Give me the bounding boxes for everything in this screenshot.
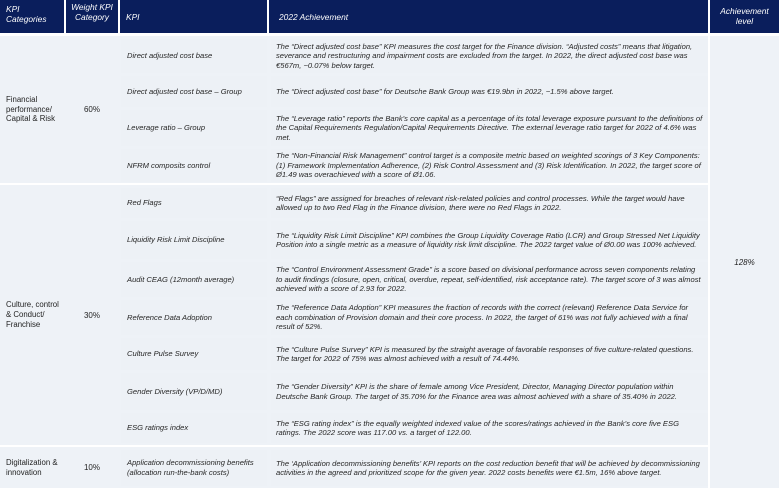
achievement-text: The “Control Environment Assessment Grade” is a score based on divisional performance across seven components relating to audit findings (closure, open, critical, overdue, repeat, self-identified, risk acceptance rate). The target score of 3 was almost achieved with a score of 2.93 for 2022. xyxy=(276,265,701,294)
header-kpi-label: KPI xyxy=(126,12,140,22)
kpi-label: Liquidity Risk Limit Discipline xyxy=(127,235,225,245)
achievement-text: The “Reference Data Adoption” KPI measures the fraction of records with the correct (relevant) Reference Data Service for each combination of Provision domain and their core process. In 2022, the target of 61% was not fully achieved with a final result of 52%. xyxy=(276,303,689,332)
kpi-label: Gender Diversity (VP/D/MD) xyxy=(127,386,223,396)
header-weight-label: Weight KPI Category xyxy=(71,2,113,22)
weight-financial xyxy=(66,36,118,183)
kpi-label: Application decommissioning benefits (allocation run-the-bank costs) xyxy=(127,458,254,477)
kpi-label: ESG ratings index xyxy=(127,423,189,433)
header-kpi-categories-label: KPI Categories xyxy=(6,4,47,24)
achievement-text: The “Culture Pulse Survey” KPI is measured by the straight average of favorable responses of five culture-related questions. The target for 2022 of 75% was almost achieved with a result of 74.44%. xyxy=(276,344,694,363)
header-achievement xyxy=(269,0,708,33)
header-achievement-level xyxy=(710,0,779,33)
achievement-cell xyxy=(271,450,708,486)
achievement-cell xyxy=(271,373,708,410)
achievement-text: The “Leverage ratio” reports the Bank’s core capital as a percentage of its total leverage exposure pursuant to the definitions of the Capital Requirements Regulation/Capital Requirements Directive. The external leverage ratio target for 2022 of 4.6% was met. xyxy=(276,113,703,142)
kpi-cell xyxy=(121,221,267,259)
achievement-cell xyxy=(271,221,708,259)
achievement-cell xyxy=(271,149,708,182)
kpi-cell xyxy=(121,76,267,107)
kpi-cell xyxy=(121,300,267,335)
kpi-cell xyxy=(121,149,267,182)
kpi-label: Audit CEAG (12month average) xyxy=(127,274,235,284)
achievement-cell xyxy=(271,76,708,107)
weight-digital-value: 10% xyxy=(83,463,100,472)
kpi-cell xyxy=(121,373,267,410)
achievement-text: The “Non-Financial Risk Management” control target is a composite metric based on weighted scorings of 3 Key Components: (1) Framework Implementation Adherence, (2) Risk Control Assessment and (3) Risk Identification. In 2022, the target score of Ø1.49 was overachieved with a score of Ø1.06. xyxy=(276,151,701,180)
kpi-cell xyxy=(121,450,267,486)
category-digital-label: Digitalization & innovation xyxy=(6,457,58,477)
achievement-cell xyxy=(271,262,708,297)
header-achievement-level-label: Achievement level xyxy=(720,6,769,26)
kpi-cell xyxy=(121,39,267,73)
kpi-label: Reference Data Adoption xyxy=(127,312,212,322)
kpi-label: Culture Pulse Survey xyxy=(127,349,199,359)
category-culture-label: Culture, control & Conduct/ Franchise xyxy=(6,300,59,329)
kpi-cell xyxy=(121,188,267,218)
kpi-cell xyxy=(121,262,267,297)
achievement-cell xyxy=(271,338,708,370)
achievement-text: The “Liquidity Risk Limit Discipline” KPI combines the Group Liquidity Coverage Ratio (LCR) and Group Stressed Net Liquidity Position into a single metric as a measure of liquidity risk limit discipline. The 2022 target value of Ø0.00 was 100% achieved. xyxy=(276,230,700,249)
kpi-label: NFRM composits control xyxy=(127,160,211,170)
achievement-text: The “ESG rating index” is the equally weighted indexed value of the scores/ratings achieved in the Bank’s core five ESG ratings. The 2022 score was 117.00 vs. a target of 122.00. xyxy=(276,418,679,437)
achievement-text: The “Direct adjusted cost base” KPI measures the cost target for the Finance division. “Adjusted costs” means that litigation, severance and restructuring and impairment costs are excluded from the target. In 2022, the direct adjusted cost base was €567m, ~0.07% below target. xyxy=(276,41,693,70)
header-weight xyxy=(66,0,118,33)
achievement-cell xyxy=(271,188,708,218)
kpi-cell xyxy=(121,338,267,370)
kpi-label: Direct adjusted cost base xyxy=(127,51,213,61)
achievement-text: The ‘Application decommissioning benefits’ KPI reports on the cost reduction benefit that will be achieved by decommissioning activities in the agreed and prioritized scope for the given year. 2022 costs benefits were €1.5m, 16% above target. xyxy=(276,458,700,477)
category-digital xyxy=(0,447,64,488)
header-kpi xyxy=(120,0,267,33)
category-financial xyxy=(0,36,64,183)
achievement-cell xyxy=(271,300,708,335)
category-financial-label: Financial performance/ Capital & Risk xyxy=(6,94,55,124)
achievement-level xyxy=(710,36,779,488)
category-culture xyxy=(0,185,64,445)
achievement-cell xyxy=(271,110,708,146)
header-kpi-categories xyxy=(0,0,64,33)
achievement-text: The “Direct adjusted cost base” for Deutsche Bank Group was €19.9bn in 2022, ~1.5% above target. xyxy=(276,86,614,96)
weight-digital xyxy=(66,447,118,488)
weight-culture xyxy=(66,185,118,445)
weight-financial-value: 60% xyxy=(83,105,100,114)
kpi-cell xyxy=(121,413,267,443)
achievement-level-value: 128% xyxy=(734,257,755,267)
weight-culture-value: 30% xyxy=(83,310,100,320)
kpi-label: Direct adjusted cost base – Group xyxy=(127,86,242,96)
achievement-text: The “Gender Diversity” KPI is the share of female among Vice President, Director, Managing Director population within Deutsche Bank Group. The target of 35.70% for the Finance area was almost achieved with a share of 35.40% in 2022. xyxy=(276,382,678,401)
achievement-text: “Red Flags” are assigned for breaches of relevant risk-related policies and control processes. While the target would have allowed up to two Red Flag in the Finance division, there were no Red Flags in 2022. xyxy=(276,193,685,212)
achievement-cell xyxy=(271,413,708,443)
kpi-label: Leverage ratio – Group xyxy=(127,123,206,133)
achievement-cell xyxy=(271,39,708,73)
kpi-cell xyxy=(121,110,267,146)
kpi-label: Red Flags xyxy=(127,198,162,208)
header-achievement-label: 2022 Achievement xyxy=(279,12,349,22)
